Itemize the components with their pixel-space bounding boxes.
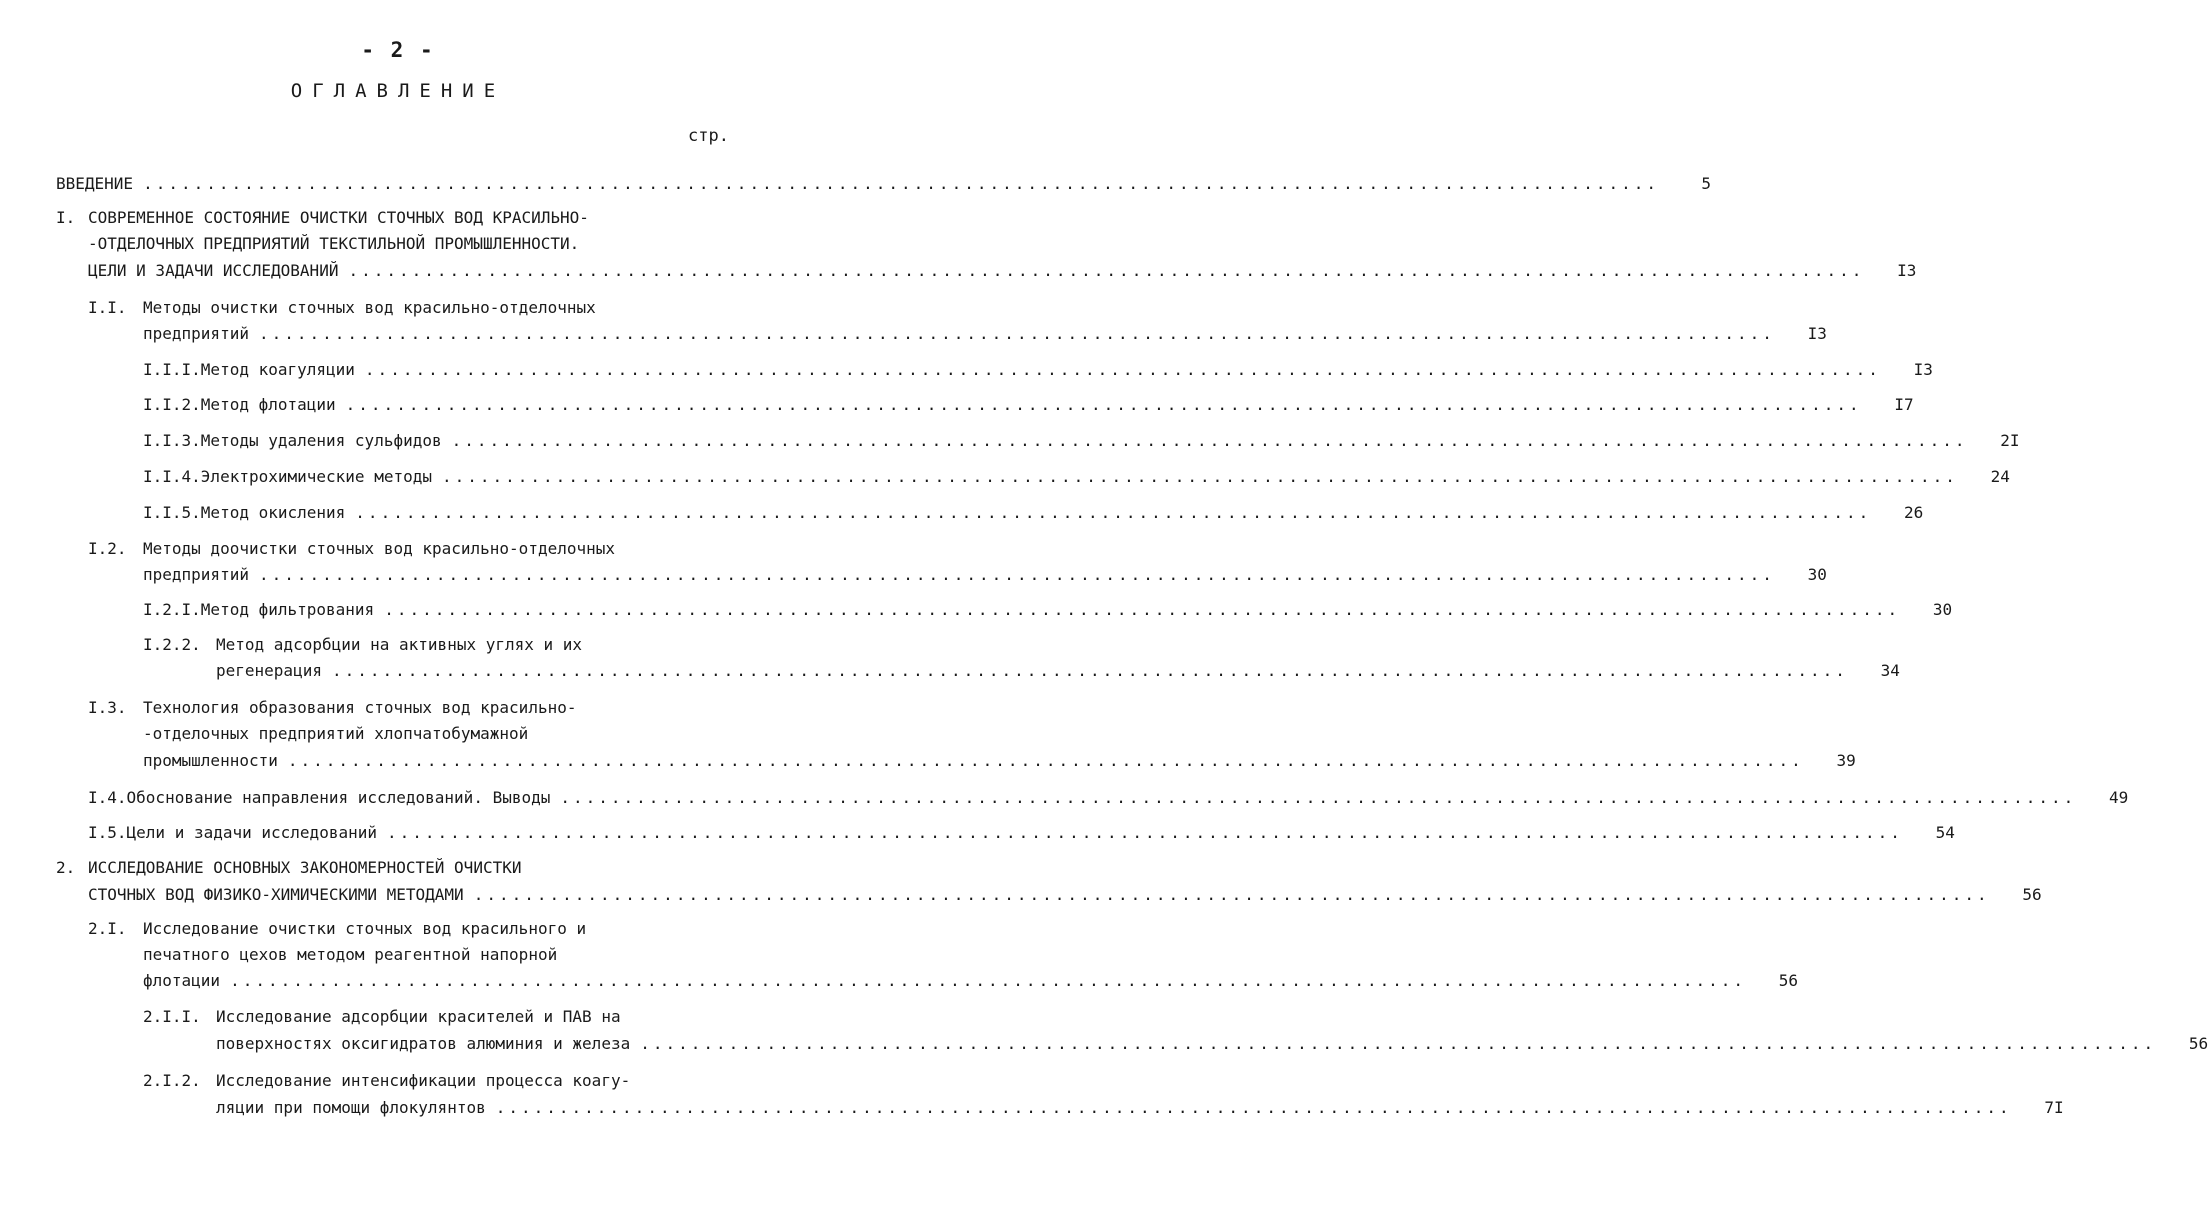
toc-line <box>88 232 579 256</box>
section-title: СТОЧНЫХ ВОД ФИЗИКО-ХИМИЧЕСКИМИ МЕТОДАМИ <box>88 885 464 904</box>
section-title: Метод флотации <box>200 395 336 414</box>
toc-line <box>88 883 2042 907</box>
dot-leader: ........................................................................................................................ <box>230 971 1746 990</box>
page-reference: 56 <box>1778 971 1798 990</box>
toc-line <box>216 659 1900 683</box>
section-number: I.2.2. <box>143 635 201 654</box>
section-number: I.4. <box>88 788 127 807</box>
toc-line <box>88 296 596 320</box>
page-reference: 30 <box>1932 600 1953 619</box>
section-number: I. <box>56 208 76 227</box>
section-title: Обоснование направления исследований. Выводы <box>126 788 551 807</box>
dot-leader: ........................................................................................................................ <box>348 261 1865 280</box>
page-reference: I3 <box>1807 324 1827 343</box>
toc-line <box>143 563 1827 587</box>
section-title: Исследование очистки сточных вод красильного и <box>143 919 587 938</box>
section-title: Методы удаления сульфидов <box>200 431 442 450</box>
section-title: ЦЕЛИ И ЗАДАЧИ ИССЛЕДОВАНИЙ <box>88 261 339 280</box>
section-title: промышленности <box>143 751 278 770</box>
section-title: -ОТДЕЛОЧНЫХ ПРЕДПРИЯТИЙ ТЕКСТИЛЬНОЙ ПРОМЫШЛЕННОСТИ. <box>88 234 580 253</box>
section-title: Цели и задачи исследований <box>126 823 377 842</box>
page-reference: I3 <box>1897 261 1917 280</box>
section-title: Методы очистки сточных вод красильно-отделочных <box>143 298 596 317</box>
page-reference: 24 <box>1990 467 2010 486</box>
dot-leader: ........................................................................................................................ <box>640 1034 2157 1053</box>
toc-line <box>216 1096 2064 1120</box>
dot-leader: ........................................................................................................................ <box>473 885 1990 904</box>
section-title: ВВЕДЕНИЕ <box>56 174 134 193</box>
section-number: I.3. <box>88 698 127 717</box>
page-reference: 39 <box>1836 751 1856 770</box>
toc-line <box>143 1005 621 1029</box>
section-title: ИССЛЕДОВАНИЕ ОСНОВНЫХ ЗАКОНОМЕРНОСТЕЙ ОЧИСТКИ <box>88 858 522 877</box>
dot-leader: ........................................................................................................................ <box>355 503 1872 522</box>
section-number: 2.I.I. <box>143 1007 201 1026</box>
section-title: предприятий <box>143 565 249 584</box>
section-title: печатного цехов методом реагентной напорной <box>143 945 558 964</box>
dot-leader: ........................................................................................................................ <box>560 788 2077 807</box>
section-number: I.I.3. <box>143 431 201 450</box>
section-number: I.I. <box>88 298 127 317</box>
dot-leader: ........................................................................................................................ <box>364 360 1881 379</box>
toc-line <box>88 537 615 561</box>
toc-line <box>143 429 2020 453</box>
section-title: -отделочных предприятий хлопчатобумажной <box>143 724 529 743</box>
page-number: - 2 - <box>361 38 435 62</box>
dot-leader: ........................................................................................................................ <box>386 823 1903 842</box>
section-title: Метод коагуляции <box>200 360 355 379</box>
toc-line <box>143 465 2010 489</box>
dot-leader: ........................................................................................................................ <box>287 751 1804 770</box>
page-reference: 49 <box>2109 788 2129 807</box>
toc-line <box>143 322 1827 346</box>
toc-line <box>143 598 1953 622</box>
section-title: Методы доочистки сточных вод красильно-отделочных <box>143 539 616 558</box>
section-number: I.2. <box>88 539 127 558</box>
section-number: 2. <box>56 858 76 877</box>
dot-leader: ........................................................................................................................ <box>331 661 1848 680</box>
toc-line <box>143 393 1914 417</box>
page-reference: 56 <box>2022 885 2042 904</box>
toc-line <box>143 1069 630 1093</box>
section-title: Метод адсорбции на активных углях и их <box>216 635 583 654</box>
page-reference: 54 <box>1935 823 1955 842</box>
toc-line <box>143 722 528 746</box>
page-reference: 2I <box>2000 431 2020 450</box>
section-number: 2.I. <box>88 919 127 938</box>
section-number: I.I.2. <box>143 395 201 414</box>
toc-line <box>88 917 586 941</box>
toc-line <box>216 1032 2208 1056</box>
section-title: Технология образования сточных вод красильно- <box>143 698 577 717</box>
section-title: Электрохимические методы <box>200 467 432 486</box>
pages-column-header: стр. <box>688 126 729 146</box>
section-title: регенерация <box>216 661 322 680</box>
toc-line <box>88 259 1917 283</box>
section-title: СОВРЕМЕННОЕ СОСТОЯНИЕ ОЧИСТКИ СТОЧНЫХ ВОД КРАСИЛЬНО- <box>88 208 589 227</box>
section-title: поверхностях оксигидратов алюминия и железа <box>216 1034 631 1053</box>
section-title: предприятий <box>143 324 249 343</box>
dot-leader: ........................................................................................................................ <box>384 600 1901 619</box>
page-reference: I7 <box>1894 395 1914 414</box>
dot-leader: ........................................................................................................................ <box>258 324 1775 343</box>
toc-line <box>143 943 557 967</box>
dot-leader: ........................................................................................................................ <box>143 174 1659 193</box>
toc-line <box>88 786 2129 810</box>
page-reference: 56 <box>2188 1034 2208 1053</box>
toc-line <box>143 358 1933 382</box>
section-number: I.I.5. <box>143 503 201 522</box>
page-reference: 34 <box>1880 661 1900 680</box>
toc-line <box>143 969 1798 993</box>
toc-line <box>88 821 1955 845</box>
page-reference: 26 <box>1903 503 1924 522</box>
section-number: I.5. <box>88 823 127 842</box>
page-title: ОГЛАВЛЕНИЕ <box>290 80 506 102</box>
section-title: Исследование адсорбции красителей и ПАВ на <box>216 1007 621 1026</box>
section-title: Метод фильтрования <box>200 600 375 619</box>
toc-line <box>143 633 582 657</box>
toc-line <box>56 856 521 880</box>
section-number: I.I.4. <box>143 467 201 486</box>
dot-leader: ........................................................................................................................ <box>495 1098 2012 1117</box>
dot-leader: ........................................................................................................................ <box>345 395 1862 414</box>
toc-line <box>143 501 1924 525</box>
toc-line <box>56 206 589 230</box>
section-title: Исследование интенсификации процесса коагу- <box>216 1071 631 1090</box>
section-title: флотации <box>143 971 221 990</box>
section-title: ляции при помощи флокулянтов <box>216 1098 486 1117</box>
page-reference: 7I <box>2044 1098 2064 1117</box>
dot-leader: ........................................................................................................................ <box>451 431 1968 450</box>
toc-line <box>56 172 1711 196</box>
dot-leader: ........................................................................................................................ <box>441 467 1958 486</box>
section-number: I.I.I. <box>143 360 201 379</box>
page-reference: 5 <box>1701 174 1711 193</box>
toc-line <box>88 696 576 720</box>
page-reference: I3 <box>1913 360 1933 379</box>
section-number: 2.I.2. <box>143 1071 201 1090</box>
page-reference: 30 <box>1807 565 1827 584</box>
section-title: Метод окисления <box>200 503 346 522</box>
dot-leader: ........................................................................................................................ <box>258 565 1775 584</box>
toc-line <box>143 749 1856 773</box>
section-number: I.2.I. <box>143 600 201 619</box>
